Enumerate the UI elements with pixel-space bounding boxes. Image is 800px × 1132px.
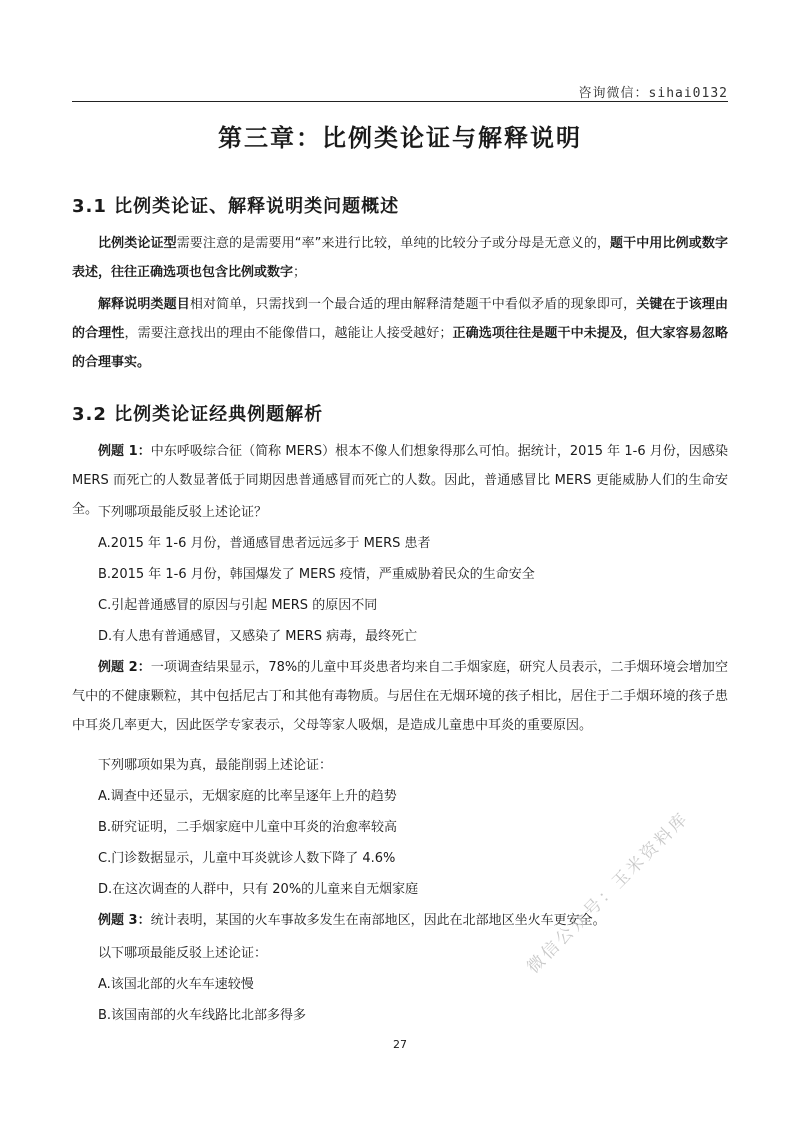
example-1-option-d: D.有人患有普通感冒，又感染了 MERS 病毒，最终死亡 <box>98 629 418 644</box>
example-2-option-c: C.门诊数据显示，儿童中耳炎就诊人数下降了 4.6% <box>98 851 396 866</box>
paragraph-text: 需要注意的是需要用“率”来进行比较，单纯的比较分子或分母是无意义的， <box>176 236 611 251</box>
term-ratio-argument: 比例类论证型 <box>98 236 177 251</box>
example-2-stem <box>72 653 728 740</box>
key-point: 关键在于该理由的合理性 <box>72 297 728 341</box>
section-heading-3-1: 3.1 比例类论证、解释说明类问题概述 <box>72 196 400 217</box>
example-2-question: 下列哪项如果为真，最能削弱上述论证： <box>98 758 333 773</box>
watermark: 微信公众号：玉米资料库 <box>523 807 694 978</box>
example-1-option-b: B.2015 年 1-6 月份，韩国爆发了 MERS 疫情，严重威胁着民众的生命安全 <box>98 567 535 582</box>
paragraph-explanation <box>72 290 728 377</box>
example-3-stem <box>72 906 728 935</box>
example-3-question: 以下哪项最能反驳上述论证： <box>98 946 268 961</box>
header-contact: 咨询微信：sihai0132 <box>578 86 728 101</box>
example-label: 例题 3： <box>98 913 151 928</box>
header-divider <box>72 101 728 102</box>
paragraph-text: ，需要注意找出的理由不能像借口，越能让人接受越好； <box>124 326 453 341</box>
section-heading-3-2: 3.2 比例类论证经典例题解析 <box>72 404 324 425</box>
example-1-option-a: A.2015 年 1-6 月份，普通感冒患者远远多于 MERS 患者 <box>98 536 431 551</box>
term-explanation: 解释说明类题目 <box>98 297 190 312</box>
example-2-option-b: B.研究证明，二手烟家庭中儿童中耳炎的治愈率较高 <box>98 820 398 835</box>
example-text: 一项调查结果显示，78%的儿童中耳炎患者均来自二手烟家庭，研究人员表示，二手烟环境会增加空气中的不健康颗粒，其中包括尼古丁和其他有毒物质。与居住在无烟环境的孩子相比，居住于二手烟环境的孩子患中耳炎几率更大，因此医学专家表示，父母等家人吸烟，是造成儿童患中耳炎的重要原因。 <box>72 660 728 733</box>
example-1-option-c: C.引起普通感冒的原因与引起 MERS 的原因不同 <box>98 598 378 613</box>
key-point: 题干中用比例或数字表述，往往正确选项也包含比例或数字 <box>72 236 728 280</box>
example-text: 统计表明，某国的火车事故多发生在南部地区，因此在北部地区坐火车更安全。 <box>150 913 606 928</box>
page-number: 27 <box>393 1038 407 1051</box>
example-2-option-d: D.在这次调查的人群中，只有 20%的儿童来自无烟家庭 <box>98 882 419 897</box>
example-2-option-a: A.调查中还显示，无烟家庭的比率呈逐年上升的趋势 <box>98 789 397 804</box>
paragraph-text: 相对简单，只需找到一个最合适的理由解释清楚题干中看似矛盾的现象即可， <box>189 297 637 312</box>
paragraph-ratio-argument <box>72 229 728 287</box>
example-text: 中东呼吸综合征（简称 MERS）根本不像人们想象得那么可怕。据统计，2015 年 1-6 月份，因感染 MERS 而死亡的人数显著低于同期因患普通感冒而死亡的人数。因此，普通感冒比 MERS 更能威胁人们的生命安全。 <box>72 444 728 517</box>
example-1-question: 下列哪项最能反驳上述论证？ <box>98 505 268 520</box>
example-3-option-b: B.该国南部的火车线路比北部多得多 <box>98 1008 307 1023</box>
example-label: 例题 1： <box>98 444 151 459</box>
paragraph-text: ； <box>293 265 307 280</box>
example-label: 例题 2： <box>98 660 151 675</box>
chapter-title: 第三章：比例类论证与解释说明 <box>218 124 582 152</box>
key-point: 正确选项往往是题干中未提及，但大家容易忽略的合理事实。 <box>72 326 728 370</box>
example-3-option-a: A.该国北部的火车车速较慢 <box>98 977 254 992</box>
